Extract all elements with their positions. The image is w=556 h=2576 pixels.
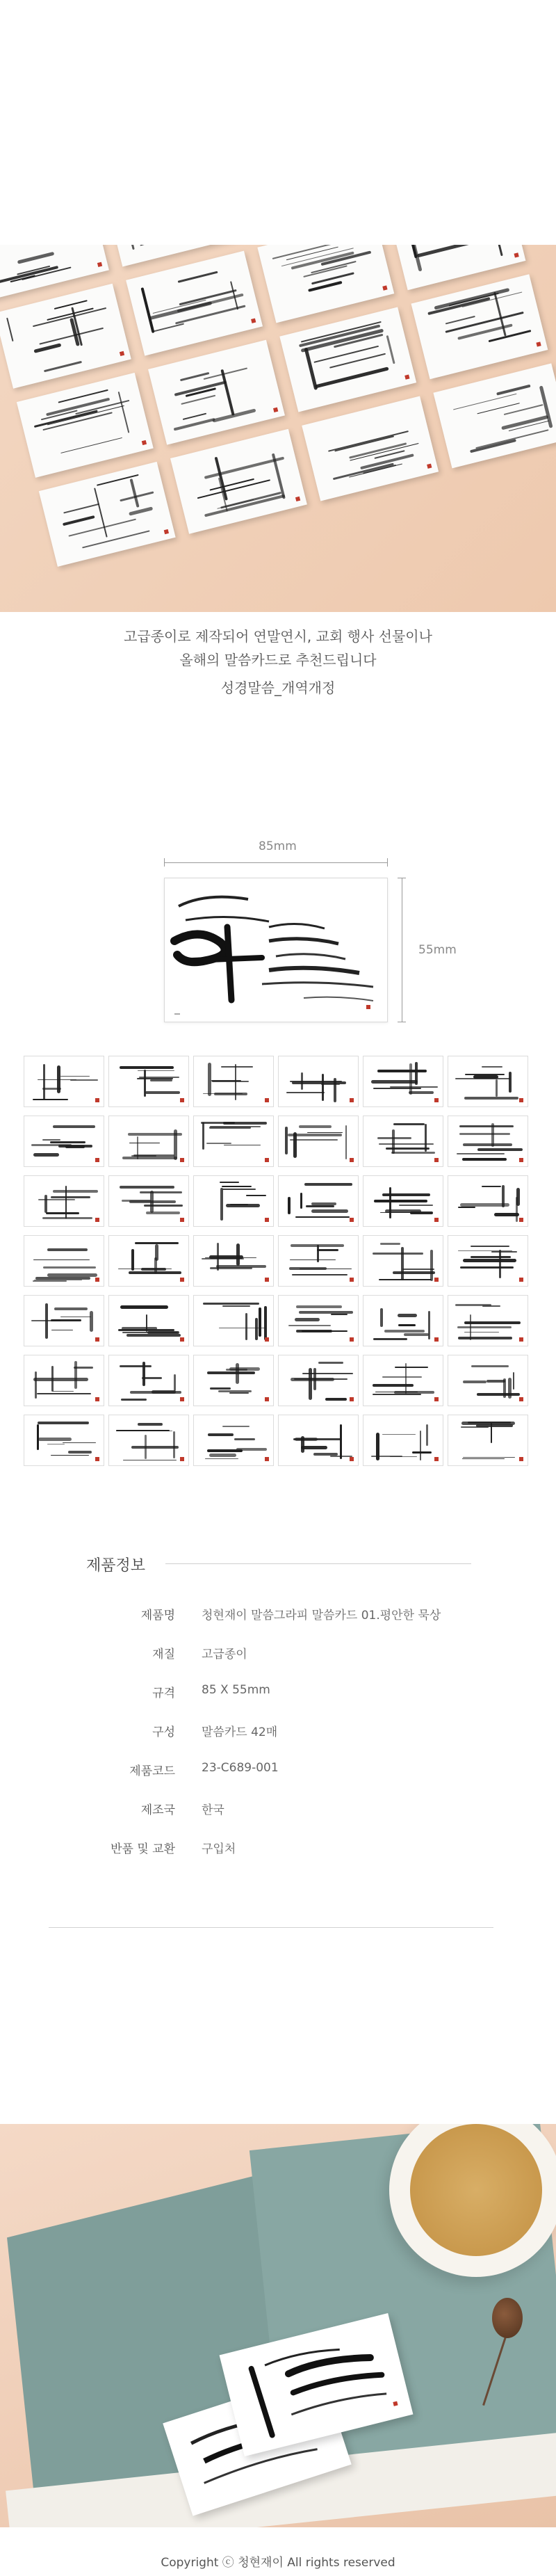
info-key: 제품코드 <box>129 1764 175 1778</box>
info-key: 재질 <box>152 1648 175 1661</box>
info-row-code <box>0 1761 556 1782</box>
card-thumbnail-grid <box>24 1056 528 1466</box>
card-thumbnail <box>108 1175 189 1227</box>
card-thumbnail <box>278 1175 359 1227</box>
product-info-divider <box>165 1563 471 1564</box>
card-thumbnail <box>193 1056 274 1107</box>
card-thumbnail <box>363 1415 443 1466</box>
width-dimension-line <box>164 862 388 863</box>
card-thumbnail <box>448 1056 528 1107</box>
hero-card <box>39 462 176 567</box>
info-row-composition <box>0 1722 556 1743</box>
hero-card <box>126 251 263 356</box>
copyright-text: Copyright ⓒ 청현재이 All rights reserved <box>161 2556 395 2570</box>
card-thumbnail <box>448 1175 528 1227</box>
info-key: 제조국 <box>140 1803 175 1817</box>
hero-card <box>411 274 548 379</box>
info-value: 23-C689-001 <box>202 1761 279 1775</box>
hero-card <box>302 396 439 501</box>
width-tick-right <box>387 858 388 867</box>
card-thumbnail <box>448 1295 528 1346</box>
card-thumbnail <box>278 1056 359 1107</box>
card-thumbnail <box>363 1355 443 1406</box>
card-thumbnail <box>278 1295 359 1346</box>
width-tick-left <box>164 858 165 867</box>
hero-card <box>433 363 556 468</box>
info-value: 구입처 <box>202 1842 236 1856</box>
card-thumbnail <box>108 1056 189 1107</box>
info-key: 반품 및 교환 <box>111 1842 175 1856</box>
hero-card <box>257 245 394 323</box>
card-thumbnail <box>108 1295 189 1346</box>
card-thumbnail <box>448 1415 528 1466</box>
info-value: 청현재이 말씀그라피 말씀카드 01.평안한 묵상 <box>202 1609 441 1623</box>
hero-card <box>148 340 285 445</box>
card-thumbnail <box>363 1295 443 1346</box>
card-thumbnail <box>363 1116 443 1167</box>
card-thumbnail <box>193 1355 274 1406</box>
card-thumbnail <box>193 1116 274 1167</box>
card-thumbnail <box>448 1235 528 1287</box>
hero-card-grid <box>0 245 556 567</box>
card-thumbnail <box>24 1415 104 1466</box>
info-key: 규격 <box>152 1687 175 1700</box>
calligraphy-artwork <box>165 878 388 1022</box>
width-label: 85mm <box>259 839 297 853</box>
info-value: 말씀카드 42매 <box>202 1725 278 1739</box>
card-thumbnail <box>24 1175 104 1227</box>
card-thumbnail <box>108 1235 189 1287</box>
pinecone-image <box>492 2298 523 2338</box>
hero-cards-photo <box>0 245 556 612</box>
card-thumbnail <box>108 1415 189 1466</box>
info-value: 85 X 55mm <box>202 1683 270 1697</box>
card-thumbnail <box>193 1415 274 1466</box>
card-thumbnail <box>24 1116 104 1167</box>
hero-card <box>0 284 131 389</box>
card-thumbnail <box>193 1175 274 1227</box>
card-thumbnail <box>363 1056 443 1107</box>
card-thumbnail <box>193 1295 274 1346</box>
card-thumbnail <box>278 1116 359 1167</box>
info-row-material <box>0 1644 556 1665</box>
info-row-origin <box>0 1800 556 1821</box>
info-key: 제품명 <box>140 1609 175 1623</box>
card-thumbnail <box>108 1355 189 1406</box>
card-thumbnail <box>363 1175 443 1227</box>
card-thumbnail <box>448 1355 528 1406</box>
caption-line-2: 올해의 말씀카드로 추천드립니다 <box>179 652 377 668</box>
card-thumbnail <box>24 1295 104 1346</box>
card-thumbnail <box>108 1116 189 1167</box>
info-row-size <box>0 1683 556 1704</box>
card-thumbnail <box>278 1355 359 1406</box>
info-row-return <box>0 1839 556 1860</box>
hero-card <box>170 429 307 534</box>
height-label: 55mm <box>418 943 457 957</box>
info-value: 한국 <box>202 1803 224 1817</box>
caption-line-1: 고급종이로 제작되어 연말연시, 교회 행사 선물이나 <box>124 628 432 645</box>
card-thumbnail <box>193 1235 274 1287</box>
card-thumbnail <box>278 1415 359 1466</box>
caption-line-3: 성경말씀_개역개정 <box>220 679 336 696</box>
card-thumbnail <box>24 1235 104 1287</box>
card-thumbnail <box>24 1355 104 1406</box>
card-thumbnail <box>278 1235 359 1287</box>
info-key: 구성 <box>152 1725 175 1739</box>
sample-card-calligraphy <box>164 878 388 1022</box>
card-thumbnail <box>448 1116 528 1167</box>
hero-card <box>17 373 154 478</box>
card-thumbnail <box>24 1056 104 1107</box>
hero-card <box>279 307 416 412</box>
info-bottom-divider <box>49 1927 493 1928</box>
card-thumbnail <box>363 1235 443 1287</box>
info-value: 고급종이 <box>202 1648 247 1661</box>
lifestyle-photo <box>0 2124 556 2527</box>
info-row-name <box>0 1605 556 1626</box>
product-info-title: 제품정보 <box>86 1557 146 1575</box>
